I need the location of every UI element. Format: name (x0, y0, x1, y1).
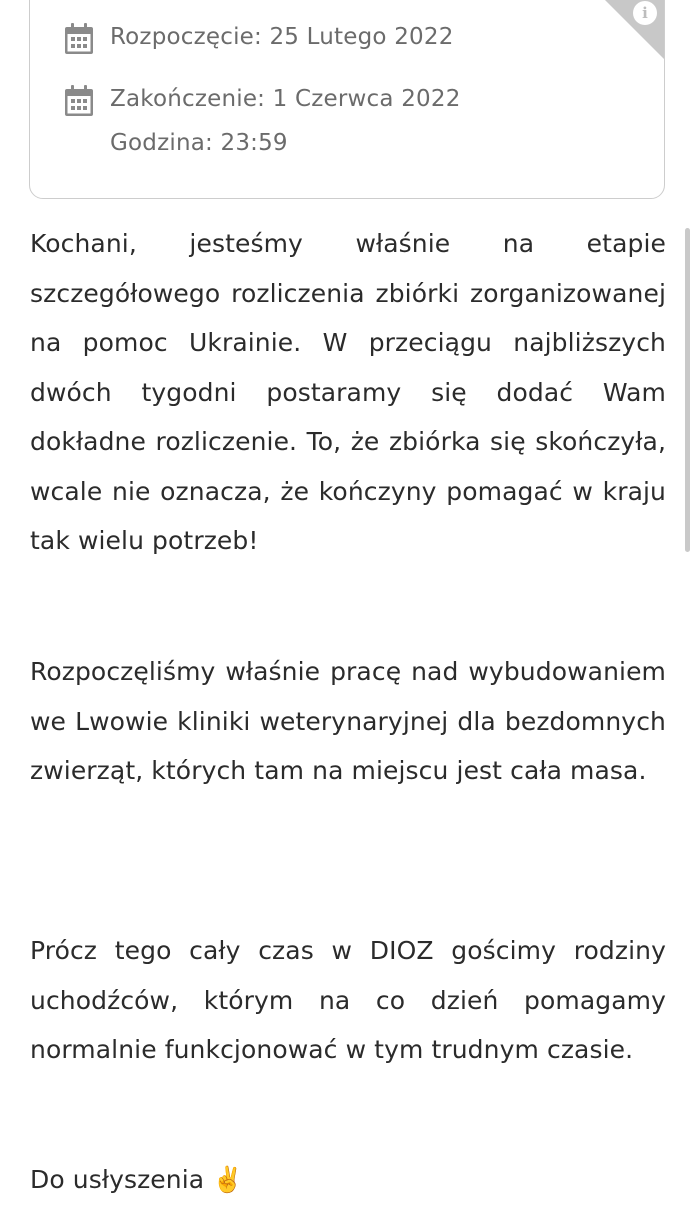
end-date-text: Zakończenie: 1 Czerwca 2022 (110, 86, 461, 112)
paragraph-text: Prócz tego cały czas w DIOZ gościmy rodziny uchodźców, którym na co dzień pomagamy normalnie funkcjonować w tym trudnym czasie. (30, 936, 666, 1064)
scrollbar[interactable] (685, 228, 690, 552)
paragraph-text: Kochani, jesteśmy właśnie na etapie szczegółowego rozliczenia zbiórki zorganizowanej na pomoc Ukrainie. W przeciągu najbliższych dwóch tygodni postaramy się dodać Wam dokładne rozliczenie. To, że zbiórka się skończyła, wcale nie oznacza, że kończyny pomagać w kraju tak wielu potrzeb! (30, 229, 666, 555)
event-info-card (29, 0, 665, 199)
description-paragraph-3 (30, 926, 666, 1075)
info-icon[interactable]: i (633, 1, 657, 25)
sign-off-text: Do usłyszenia ✌️ (30, 1165, 244, 1194)
description-paragraph-1 (30, 219, 666, 566)
calendar-icon (64, 85, 94, 117)
sign-off (30, 1155, 666, 1205)
description-paragraph-2 (30, 647, 666, 796)
calendar-icon (64, 23, 94, 55)
start-date-text: Rozpoczęcie: 25 Lutego 2022 (110, 24, 454, 50)
end-time-text: Godzina: 23:59 (110, 130, 288, 156)
paragraph-text: Rozpoczęliśmy właśnie pracę nad wybudowaniem we Lwowie kliniki weterynaryjnej dla bezdomnych zwierząt, których tam na miejscu jest cała masa. (30, 657, 666, 785)
